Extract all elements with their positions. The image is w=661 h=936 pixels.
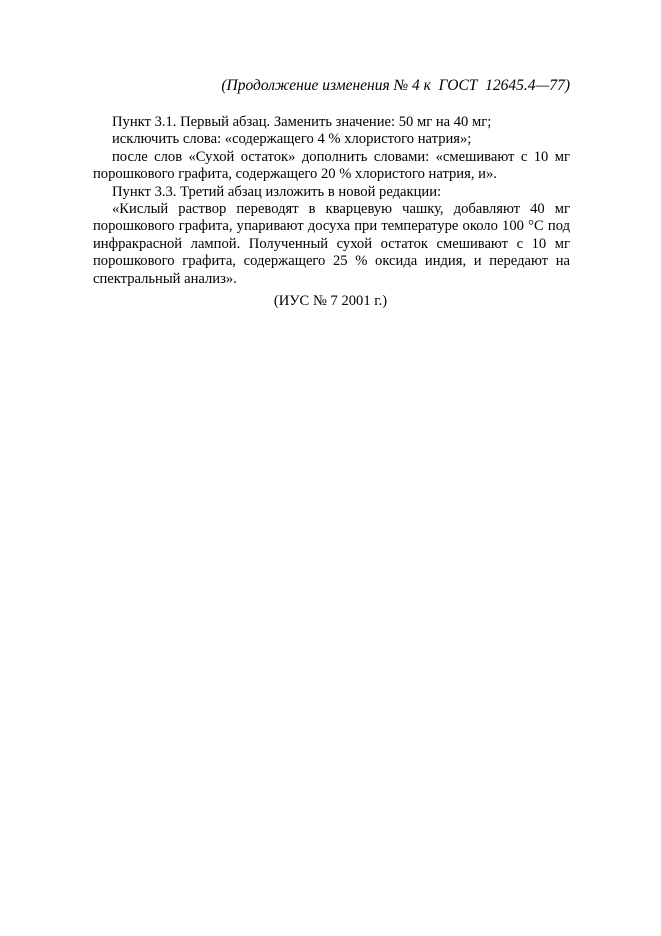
paragraph-item-3-3: Пункт 3.3. Третий абзац изложить в новой редакции: — [112, 183, 442, 200]
paragraph-exclude-words: исключить слова: «содержащего 4 % хлористого натрия»; — [112, 131, 472, 148]
amendment-body — [93, 114, 570, 288]
paragraph-add-words: после слов «Сухой остаток» дополнить словами: «смешивают с 10 мг порошкового графита, содержащего 20 % хлористого натрия, и». — [93, 148, 570, 183]
continuation-header: (Продолжение изменения № 4 к ГОСТ 12645.4—77) — [221, 77, 570, 94]
paragraph-item-3-1: Пункт 3.1. Первый абзац. Заменить значение: 50 мг на 40 мг; — [112, 114, 492, 130]
source-reference: (ИУС № 7 2001 г.) — [273, 293, 388, 309]
paragraph-new-wording: «Кислый раствор переводят в кварцевую чашку, добавляют 40 мг порошкового графита, упаривают досуха при температуре около 100 °С под инфракрасной лампой. Полученный сухой остаток смешивают с 10 мг порошкового графита, содержащего 25 % оксида индия, и передают на спектральный анализ». — [93, 201, 570, 287]
